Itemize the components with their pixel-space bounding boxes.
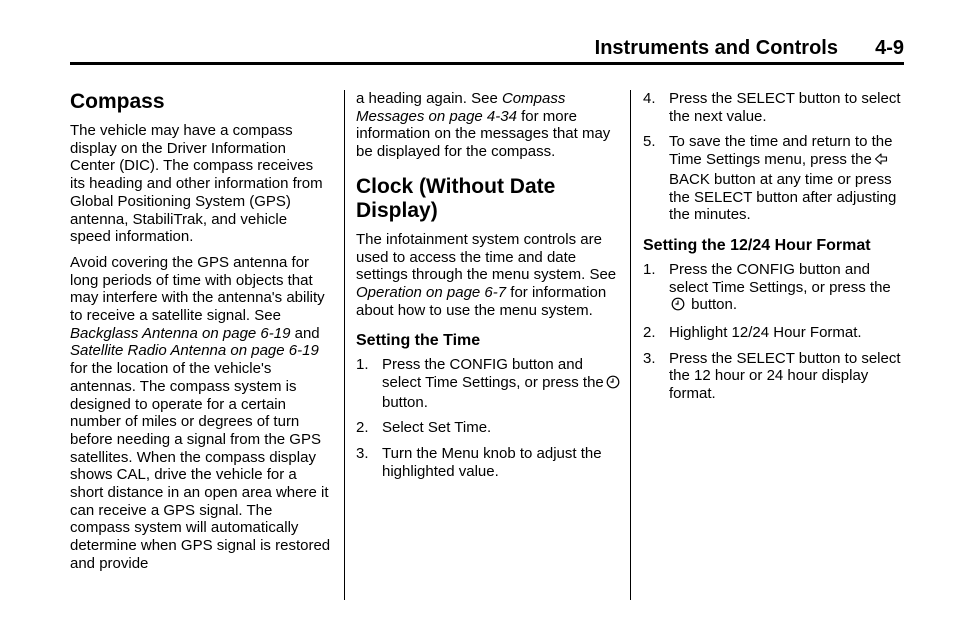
list-item — [643, 261, 905, 316]
compass-messages-link[interactable]: Compass Messages on page 4-34 — [356, 90, 566, 125]
clock-p1-text-a: The infotainment system controls are used to access the time and date settings through the menu system. See — [356, 230, 617, 284]
section-title: Instruments and Controls — [594, 37, 838, 59]
step-text-pre: Press the CONFIG button and select Time Settings, or press the — [382, 356, 604, 392]
compass-p2-and: and — [290, 324, 320, 342]
clock-icon — [606, 375, 620, 394]
setting-time-steps-continued — [643, 90, 905, 224]
step-text-post: button. — [687, 296, 738, 314]
clock-heading: Clock (Without Date Display) — [356, 174, 556, 222]
step-number: 1. — [356, 356, 369, 374]
step-number: 3. — [356, 445, 369, 463]
step-text: Highlight 12/24 Hour Format. — [669, 324, 862, 342]
setting-time-heading: Setting the Time — [356, 332, 481, 350]
step-number: 1. — [643, 260, 656, 278]
setting-time-steps — [356, 356, 622, 480]
list-item — [356, 356, 622, 411]
step-text: Turn the Menu knob to adjust the highlighted value. — [382, 445, 602, 480]
compass-heading: Compass — [70, 90, 165, 113]
operation-link[interactable]: Operation on page 6-7 — [356, 283, 507, 301]
compass-p2-text-b: for the location of the vehicle's antennas. The compass system is designed to operate for a certain number of miles or degrees of turn before needing a signal from the GPS satellites. When the compass display shows CAL, drive the vehicle for a short distance in an open area where it can receive a GPS signal. The compass system will automatically determine when GPS signal is restored and provide — [70, 360, 331, 572]
compass-paragraph-1: The vehicle may have a compass display on the Driver Information Center (DIC). The compass receives its heading and other information from Global Positioning System (GPS) antenna, StabiliTrak, and vehicle speed information. — [70, 122, 323, 246]
list-item — [356, 419, 622, 437]
step-text-pre: To save the time and return to the Time Settings menu, press the — [669, 133, 893, 169]
list-item — [356, 445, 622, 480]
list-item — [643, 324, 905, 342]
list-item — [643, 350, 905, 403]
clock-paragraph-1 — [356, 231, 622, 320]
back-arrow-icon — [874, 152, 888, 171]
clock-p1-text-b: for information about how to use the menu system. — [356, 283, 607, 319]
step-text: Select Set Time. — [382, 419, 492, 437]
compass-cont-text-a: a heading again. See — [356, 90, 502, 107]
step-number: 4. — [643, 90, 656, 107]
format-steps — [643, 261, 905, 403]
step-text — [669, 261, 905, 316]
step-number: 2. — [356, 419, 369, 437]
clock-icon — [671, 297, 685, 316]
step-text — [669, 133, 905, 224]
step-text: Press the SELECT button to select the 12 hour or 24 hour display format. — [669, 349, 901, 403]
header-divider — [70, 62, 904, 65]
list-item — [643, 133, 905, 224]
step-text — [382, 356, 622, 411]
step-text-pre: Press the CONFIG button and select Time Settings, or press the — [669, 260, 891, 296]
step-text-post: button. — [382, 393, 428, 411]
format-heading: Setting the 12/24 Hour Format — [643, 236, 871, 254]
step-number: 2. — [643, 324, 656, 342]
page-number: 4-9 — [875, 37, 904, 59]
list-item — [643, 90, 905, 125]
column-divider-2 — [630, 90, 631, 600]
compass-continued — [356, 90, 622, 161]
compass-cont-text-b: for more information on the messages that may be displayed for the compass. — [356, 107, 611, 161]
step-text: Press the SELECT button to select the next value. — [669, 90, 901, 125]
compass-p2-text-a: Avoid covering the GPS antenna for long periods of time with objects that may interfere with the antenna's ability to receive a satellite signal. See — [70, 253, 325, 325]
backglass-antenna-link[interactable]: Backglass Antenna on page 6-19 — [70, 324, 291, 342]
column-divider-1 — [344, 90, 345, 600]
column-3 — [643, 90, 905, 411]
satellite-radio-antenna-link[interactable]: Satellite Radio Antenna on page 6-19 — [70, 342, 319, 360]
step-text-post: BACK button at any time or press the SELECT button after adjusting the minutes. — [669, 170, 897, 224]
step-number: 5. — [643, 133, 656, 151]
compass-paragraph-2 — [70, 254, 332, 573]
step-number: 3. — [643, 349, 656, 367]
column-1 — [70, 90, 332, 581]
column-2 — [356, 90, 622, 489]
